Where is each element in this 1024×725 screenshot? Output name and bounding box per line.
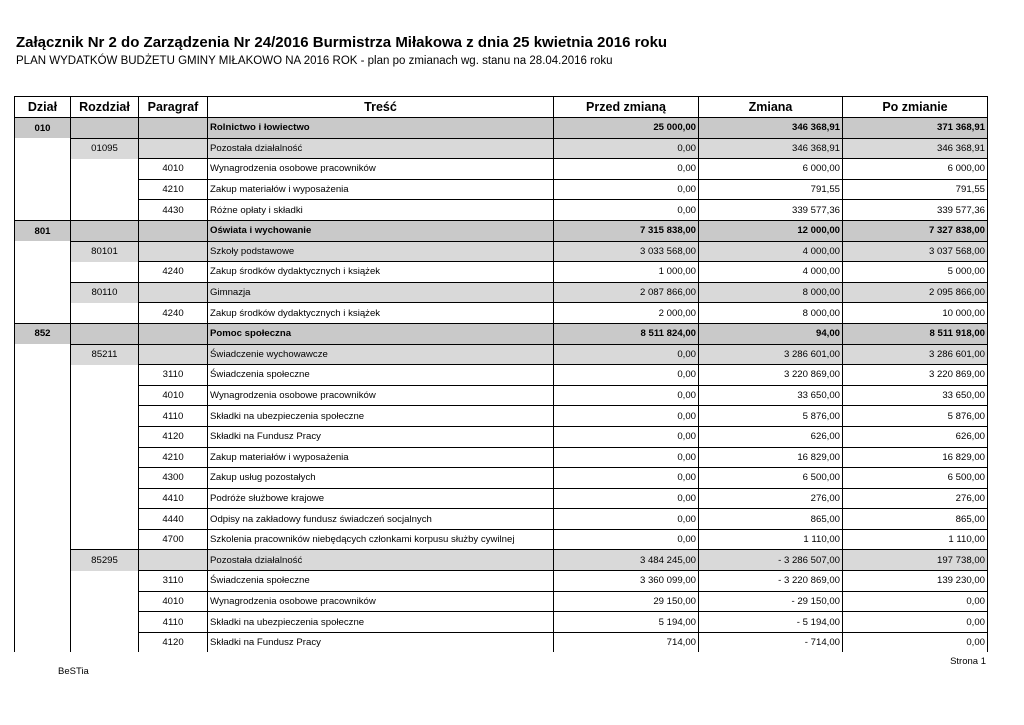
cell-tresc: Różne opłaty i składki — [208, 200, 554, 221]
cell-tresc: Zakup materiałów i wyposażenia — [208, 179, 554, 200]
cell-paragraf — [139, 550, 208, 571]
cell-dzial — [15, 529, 71, 550]
cell-rozdzial — [71, 426, 139, 447]
cell-dzial — [15, 385, 71, 406]
header-zmiana: Zmiana — [699, 97, 843, 118]
cell-zmiana: 16 829,00 — [699, 447, 843, 468]
cell-rozdzial — [71, 200, 139, 221]
footer-software-name: BeSTia — [58, 666, 89, 677]
table-row-rozdzial — [15, 138, 988, 159]
cell-paragraf — [139, 118, 208, 139]
cell-zmiana: 3 286 601,00 — [699, 344, 843, 365]
cell-tresc: Zakup materiałów i wyposażenia — [208, 447, 554, 468]
table-row-rozdzial — [15, 282, 988, 303]
cell-paragraf: 4110 — [139, 612, 208, 633]
header-paragraf: Paragraf — [139, 97, 208, 118]
cell-dzial — [15, 262, 71, 283]
header-dzial: Dział — [15, 97, 71, 118]
cell-paragraf: 4110 — [139, 406, 208, 427]
cell-po-zmianie: 5 876,00 — [843, 406, 988, 427]
header-rozdzial: Rozdział — [71, 97, 139, 118]
cell-tresc: Zakup środków dydaktycznych i książek — [208, 262, 554, 283]
cell-tresc: Gimnazja — [208, 282, 554, 303]
table-row-paragraf — [15, 529, 988, 550]
cell-dzial — [15, 241, 71, 262]
cell-tresc: Wynagrodzenia osobowe pracowników — [208, 385, 554, 406]
table-row-paragraf — [15, 468, 988, 489]
cell-rozdzial — [71, 632, 139, 652]
table-row-dzial — [15, 220, 988, 241]
cell-dzial — [15, 200, 71, 221]
cell-po-zmianie: 865,00 — [843, 509, 988, 530]
cell-tresc: Świadczenia społeczne — [208, 365, 554, 386]
cell-rozdzial — [71, 571, 139, 592]
budget-table — [14, 96, 988, 652]
cell-dzial — [15, 571, 71, 592]
cell-tresc: Pozostała działalność — [208, 138, 554, 159]
cell-przed-zmiana: 3 033 568,00 — [554, 241, 699, 262]
table-body — [15, 118, 988, 653]
cell-dzial: 801 — [15, 220, 71, 241]
cell-zmiana: 5 876,00 — [699, 406, 843, 427]
cell-tresc: Rolnictwo i łowiectwo — [208, 118, 554, 139]
cell-po-zmianie: 8 511 918,00 — [843, 323, 988, 344]
cell-tresc: Odpisy na zakładowy fundusz świadczeń socjalnych — [208, 509, 554, 530]
cell-zmiana: 1 110,00 — [699, 529, 843, 550]
cell-przed-zmiana: 3 360 099,00 — [554, 571, 699, 592]
cell-zmiana: 12 000,00 — [699, 220, 843, 241]
table-row-paragraf — [15, 591, 988, 612]
cell-paragraf — [139, 138, 208, 159]
cell-po-zmianie: 6 500,00 — [843, 468, 988, 489]
cell-zmiana: 6 500,00 — [699, 468, 843, 489]
cell-rozdzial: 01095 — [71, 138, 139, 159]
cell-dzial — [15, 344, 71, 365]
cell-dzial — [15, 447, 71, 468]
document-subtitle: PLAN WYDATKÓW BUDŻETU GMINY MIŁAKOWO NA 2016 ROK - plan po zmianach wg. stanu na 28.04.2016 roku — [16, 55, 613, 67]
cell-rozdzial — [71, 612, 139, 633]
cell-tresc: Oświata i wychowanie — [208, 220, 554, 241]
cell-tresc: Pomoc społeczna — [208, 323, 554, 344]
cell-dzial — [15, 591, 71, 612]
cell-tresc: Zakup środków dydaktycznych i książek — [208, 303, 554, 324]
cell-przed-zmiana: 29 150,00 — [554, 591, 699, 612]
cell-dzial — [15, 550, 71, 571]
cell-przed-zmiana: 0,00 — [554, 447, 699, 468]
cell-paragraf: 4120 — [139, 632, 208, 652]
cell-tresc: Składki na Fundusz Pracy — [208, 632, 554, 652]
cell-zmiana: - 3 220 869,00 — [699, 571, 843, 592]
cell-tresc: Wynagrodzenia osobowe pracowników — [208, 591, 554, 612]
cell-rozdzial — [71, 509, 139, 530]
cell-paragraf: 4240 — [139, 262, 208, 283]
cell-zmiana: 3 220 869,00 — [699, 365, 843, 386]
cell-zmiana: 94,00 — [699, 323, 843, 344]
cell-rozdzial — [71, 159, 139, 180]
cell-paragraf: 4210 — [139, 179, 208, 200]
cell-po-zmianie: 6 000,00 — [843, 159, 988, 180]
cell-rozdzial — [71, 118, 139, 139]
cell-dzial: 852 — [15, 323, 71, 344]
cell-przed-zmiana: 0,00 — [554, 344, 699, 365]
cell-przed-zmiana: 3 484 245,00 — [554, 550, 699, 571]
cell-rozdzial — [71, 303, 139, 324]
cell-przed-zmiana: 0,00 — [554, 200, 699, 221]
cell-przed-zmiana: 0,00 — [554, 509, 699, 530]
cell-tresc: Świadczenia społeczne — [208, 571, 554, 592]
cell-po-zmianie: 16 829,00 — [843, 447, 988, 468]
table-row-rozdzial — [15, 550, 988, 571]
cell-paragraf: 4700 — [139, 529, 208, 550]
cell-rozdzial: 80101 — [71, 241, 139, 262]
table-row-rozdzial — [15, 241, 988, 262]
cell-tresc: Podróże służbowe krajowe — [208, 488, 554, 509]
cell-paragraf — [139, 220, 208, 241]
cell-zmiana: 6 000,00 — [699, 159, 843, 180]
cell-tresc: Świadczenie wychowawcze — [208, 344, 554, 365]
cell-po-zmianie: 339 577,36 — [843, 200, 988, 221]
cell-paragraf: 4430 — [139, 200, 208, 221]
cell-dzial — [15, 468, 71, 489]
cell-rozdzial: 85211 — [71, 344, 139, 365]
cell-przed-zmiana: 2 087 866,00 — [554, 282, 699, 303]
cell-zmiana: 865,00 — [699, 509, 843, 530]
table-row-paragraf — [15, 447, 988, 468]
table-header-row — [15, 97, 988, 118]
table-row-dzial — [15, 118, 988, 139]
cell-zmiana: 4 000,00 — [699, 262, 843, 283]
cell-rozdzial — [71, 488, 139, 509]
cell-paragraf — [139, 323, 208, 344]
cell-zmiana: 8 000,00 — [699, 282, 843, 303]
header-po-zmianie: Po zmianie — [843, 97, 988, 118]
cell-rozdzial — [71, 529, 139, 550]
cell-zmiana: 4 000,00 — [699, 241, 843, 262]
cell-przed-zmiana: 8 511 824,00 — [554, 323, 699, 344]
cell-zmiana: - 29 150,00 — [699, 591, 843, 612]
cell-rozdzial — [71, 365, 139, 386]
cell-dzial — [15, 406, 71, 427]
cell-dzial — [15, 426, 71, 447]
cell-tresc: Wynagrodzenia osobowe pracowników — [208, 159, 554, 180]
cell-dzial — [15, 612, 71, 633]
cell-dzial — [15, 632, 71, 652]
cell-paragraf: 4010 — [139, 159, 208, 180]
cell-zmiana: - 5 194,00 — [699, 612, 843, 633]
cell-dzial: 010 — [15, 118, 71, 139]
table-row-paragraf — [15, 262, 988, 283]
cell-po-zmianie: 276,00 — [843, 488, 988, 509]
cell-przed-zmiana: 0,00 — [554, 406, 699, 427]
cell-po-zmianie: 2 095 866,00 — [843, 282, 988, 303]
table-row-dzial — [15, 323, 988, 344]
cell-przed-zmiana: 25 000,00 — [554, 118, 699, 139]
cell-rozdzial — [71, 447, 139, 468]
cell-zmiana: 791,55 — [699, 179, 843, 200]
cell-zmiana: - 3 286 507,00 — [699, 550, 843, 571]
cell-zmiana: 346 368,91 — [699, 118, 843, 139]
cell-zmiana: 8 000,00 — [699, 303, 843, 324]
cell-tresc: Składki na ubezpieczenia społeczne — [208, 612, 554, 633]
cell-przed-zmiana: 0,00 — [554, 138, 699, 159]
cell-dzial — [15, 179, 71, 200]
cell-tresc: Składki na ubezpieczenia społeczne — [208, 406, 554, 427]
cell-tresc: Składki na Fundusz Pracy — [208, 426, 554, 447]
document-title: Załącznik Nr 2 do Zarządzenia Nr 24/2016 Burmistrza Miłakowa z dnia 25 kwietnia 2016 roku — [16, 34, 668, 51]
cell-rozdzial — [71, 468, 139, 489]
cell-po-zmianie: 791,55 — [843, 179, 988, 200]
cell-paragraf: 4300 — [139, 468, 208, 489]
cell-przed-zmiana: 0,00 — [554, 179, 699, 200]
cell-dzial — [15, 488, 71, 509]
cell-dzial — [15, 509, 71, 530]
cell-paragraf: 4210 — [139, 447, 208, 468]
cell-po-zmianie: 3 037 568,00 — [843, 241, 988, 262]
table-row-paragraf — [15, 365, 988, 386]
cell-dzial — [15, 138, 71, 159]
cell-po-zmianie: 346 368,91 — [843, 138, 988, 159]
cell-przed-zmiana: 1 000,00 — [554, 262, 699, 283]
cell-przed-zmiana: 7 315 838,00 — [554, 220, 699, 241]
cell-po-zmianie: 0,00 — [843, 612, 988, 633]
table-row-paragraf — [15, 632, 988, 652]
cell-rozdzial — [71, 220, 139, 241]
cell-paragraf: 4410 — [139, 488, 208, 509]
table-row-paragraf — [15, 509, 988, 530]
cell-tresc: Pozostała działalność — [208, 550, 554, 571]
cell-po-zmianie: 626,00 — [843, 426, 988, 447]
cell-po-zmianie: 10 000,00 — [843, 303, 988, 324]
table-row-paragraf — [15, 303, 988, 324]
cell-rozdzial — [71, 385, 139, 406]
cell-rozdzial — [71, 406, 139, 427]
table-row-paragraf — [15, 488, 988, 509]
table-row-paragraf — [15, 571, 988, 592]
cell-tresc: Szkoły podstawowe — [208, 241, 554, 262]
cell-przed-zmiana: 2 000,00 — [554, 303, 699, 324]
cell-rozdzial: 85295 — [71, 550, 139, 571]
cell-przed-zmiana: 0,00 — [554, 488, 699, 509]
header-tresc: Treść — [208, 97, 554, 118]
cell-paragraf: 4240 — [139, 303, 208, 324]
table-row-paragraf — [15, 426, 988, 447]
table-row-paragraf — [15, 385, 988, 406]
table-row-paragraf — [15, 179, 988, 200]
cell-przed-zmiana: 0,00 — [554, 365, 699, 386]
cell-zmiana: 276,00 — [699, 488, 843, 509]
cell-przed-zmiana: 0,00 — [554, 385, 699, 406]
cell-po-zmianie: 5 000,00 — [843, 262, 988, 283]
header-przed-zmiana: Przed zmianą — [554, 97, 699, 118]
table-row-paragraf — [15, 200, 988, 221]
cell-paragraf: 3110 — [139, 365, 208, 386]
cell-tresc: Zakup usług pozostałych — [208, 468, 554, 489]
cell-po-zmianie: 371 368,91 — [843, 118, 988, 139]
cell-paragraf: 4010 — [139, 591, 208, 612]
cell-po-zmianie: 33 650,00 — [843, 385, 988, 406]
cell-przed-zmiana: 0,00 — [554, 426, 699, 447]
cell-rozdzial — [71, 262, 139, 283]
cell-po-zmianie: 7 327 838,00 — [843, 220, 988, 241]
cell-paragraf — [139, 241, 208, 262]
cell-przed-zmiana: 5 194,00 — [554, 612, 699, 633]
cell-rozdzial — [71, 323, 139, 344]
cell-rozdzial — [71, 179, 139, 200]
cell-zmiana: - 714,00 — [699, 632, 843, 652]
cell-po-zmianie: 197 738,00 — [843, 550, 988, 571]
cell-przed-zmiana: 0,00 — [554, 468, 699, 489]
cell-rozdzial: 80110 — [71, 282, 139, 303]
cell-przed-zmiana: 0,00 — [554, 159, 699, 180]
cell-dzial — [15, 159, 71, 180]
table-row-rozdzial — [15, 344, 988, 365]
cell-dzial — [15, 365, 71, 386]
cell-dzial — [15, 303, 71, 324]
cell-po-zmianie: 3 286 601,00 — [843, 344, 988, 365]
cell-paragraf — [139, 282, 208, 303]
cell-dzial — [15, 282, 71, 303]
cell-po-zmianie: 3 220 869,00 — [843, 365, 988, 386]
cell-zmiana: 626,00 — [699, 426, 843, 447]
cell-rozdzial — [71, 591, 139, 612]
cell-paragraf — [139, 344, 208, 365]
cell-paragraf: 4120 — [139, 426, 208, 447]
cell-zmiana: 339 577,36 — [699, 200, 843, 221]
footer-page-number: Strona 1 — [950, 656, 986, 667]
cell-paragraf: 4010 — [139, 385, 208, 406]
cell-po-zmianie: 0,00 — [843, 632, 988, 652]
cell-paragraf: 4440 — [139, 509, 208, 530]
table-row-paragraf — [15, 406, 988, 427]
cell-po-zmianie: 0,00 — [843, 591, 988, 612]
cell-po-zmianie: 1 110,00 — [843, 529, 988, 550]
cell-tresc: Szkolenia pracowników niebędących członkami korpusu służby cywilnej — [208, 529, 554, 550]
cell-paragraf: 3110 — [139, 571, 208, 592]
cell-przed-zmiana: 0,00 — [554, 529, 699, 550]
cell-po-zmianie: 139 230,00 — [843, 571, 988, 592]
table-row-paragraf — [15, 159, 988, 180]
table-row-paragraf — [15, 612, 988, 633]
cell-zmiana: 33 650,00 — [699, 385, 843, 406]
cell-przed-zmiana: 714,00 — [554, 632, 699, 652]
cell-zmiana: 346 368,91 — [699, 138, 843, 159]
